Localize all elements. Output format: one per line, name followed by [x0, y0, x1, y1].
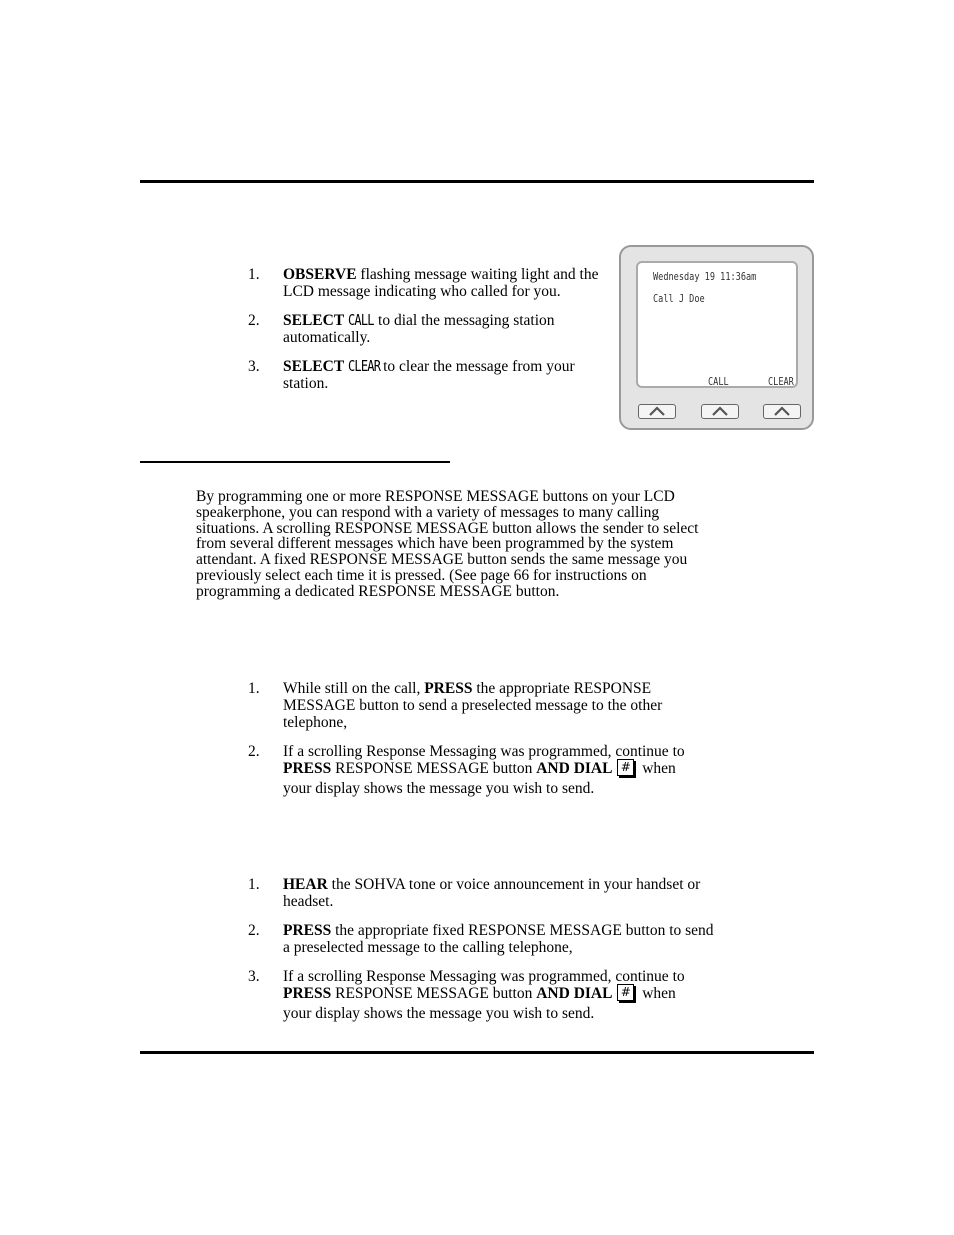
during-call-steps — [248, 680, 718, 809]
call-softkey-label: CALL — [348, 311, 374, 329]
step-hear — [248, 876, 718, 910]
step-line: your display shows the message you wish to send. — [283, 780, 595, 797]
paragraph-line: previously select each time it is pressed. (See page 66 for instructions on — [196, 566, 647, 584]
step-verb: PRESS — [283, 985, 332, 1002]
step-select-clear — [248, 358, 608, 392]
step-verb: PRESS — [283, 922, 332, 939]
paragraph-line: programming a dedicated RESPONSE MESSAGE button. — [196, 582, 560, 600]
lcd-screen — [636, 261, 798, 388]
step-number: 2. — [248, 922, 260, 939]
step-number: 2. — [248, 743, 260, 760]
paragraph-line: speakerphone, you can respond with a variety of messages to many calling — [196, 503, 660, 521]
step-verb: OBSERVE — [283, 266, 357, 283]
step-line — [283, 760, 718, 780]
step-verb: AND DIAL — [536, 985, 613, 1002]
step-text: when — [638, 760, 676, 777]
step-text: the SOHVA tone or voice announcement in your handset or headset. — [283, 876, 701, 910]
step-text: While still on the call, — [283, 680, 425, 697]
bottom-rule — [140, 1051, 814, 1054]
step-press-fixed — [248, 922, 718, 956]
paragraph-line: from several different messages which have been programmed by the system — [196, 535, 674, 553]
step-line: If a scrolling Response Messaging was programmed, continue to — [283, 968, 685, 985]
up-arrow-icon — [710, 405, 730, 417]
step-number: 1. — [248, 876, 260, 893]
softkey-button-2[interactable] — [701, 404, 739, 419]
up-arrow-icon — [772, 405, 792, 417]
step-verb: SELECT — [283, 312, 345, 329]
step-text: RESPONSE MESSAGE button — [331, 760, 537, 777]
lcd-clear-softkey: CLEAR — [768, 375, 794, 388]
step-text: RESPONSE MESSAGE button — [331, 985, 537, 1002]
step-line: If a scrolling Response Messaging was programmed, continue to — [283, 743, 685, 760]
step-observe — [248, 266, 608, 300]
paragraph-line: By programming one or more RESPONSE MESSAGE buttons on your LCD — [196, 488, 675, 505]
step-text: the appropriate RESPONSE MESSAGE button to send a preselected message to the other telephone, — [283, 680, 663, 731]
step-text: the appropriate fixed RESPONSE MESSAGE button to send a preselected message to the calling telephone, — [283, 922, 714, 956]
section-divider — [140, 461, 450, 463]
step-scroll-dial — [248, 743, 718, 797]
step-line — [283, 985, 718, 1005]
step-text: to clear the message from your station. — [283, 358, 575, 392]
up-arrow-icon — [647, 405, 667, 417]
step-text: to dial the messaging station automatically. — [283, 312, 555, 346]
pound-key-icon: # — [617, 759, 634, 776]
step-text: when — [638, 985, 676, 1002]
step-verb: SELECT — [283, 358, 345, 375]
step-number: 2. — [248, 312, 260, 329]
clear-softkey-label: CLEAR — [348, 357, 381, 375]
paragraph-line: situations. A scrolling RESPONSE MESSAGE button allows the sender to select — [196, 519, 699, 537]
step-number: 3. — [248, 358, 260, 375]
softkey-button-3[interactable] — [763, 404, 801, 419]
step-line: your display shows the message you wish to send. — [283, 1005, 595, 1022]
step-number: 1. — [248, 680, 260, 697]
lcd-caller-line: Call J Doe — [653, 292, 705, 305]
top-rule — [140, 180, 814, 183]
paragraph-line: attendant. A fixed RESPONSE MESSAGE button sends the same message you — [196, 551, 688, 569]
sohva-steps — [248, 876, 718, 1034]
step-verb: PRESS — [283, 760, 332, 777]
step-number: 3. — [248, 968, 260, 985]
step-number: 1. — [248, 266, 260, 283]
pound-key-icon: # — [617, 984, 634, 1001]
intro-paragraph — [196, 489, 796, 600]
step-select-call — [248, 312, 608, 346]
step-verb: AND DIAL — [536, 760, 613, 777]
step-press-response — [248, 680, 718, 731]
step-verb: HEAR — [283, 876, 328, 893]
lcd-call-softkey: CALL — [708, 375, 729, 388]
lcd-display-illustration — [619, 245, 814, 430]
softkey-button-1[interactable] — [638, 404, 676, 419]
step-scroll-dial — [248, 968, 718, 1022]
message-steps — [248, 266, 608, 404]
step-verb: PRESS — [424, 680, 473, 697]
step-text: flashing message waiting light and the LCD message indicating who called for you. — [283, 266, 599, 300]
lcd-date-line: Wednesday 19 11:36am — [653, 270, 757, 283]
